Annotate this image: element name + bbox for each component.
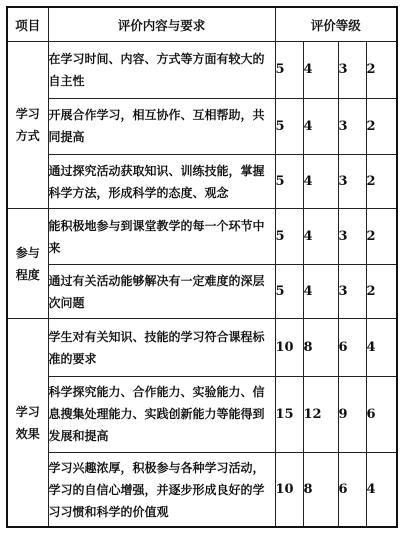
category-learning-style	[7, 42, 48, 209]
score-cell: 4	[303, 264, 338, 318]
score-cell: 2	[366, 209, 397, 264]
header-level: 评价等级	[275, 7, 397, 42]
score-cell: 10	[275, 453, 303, 527]
score-cell: 6	[338, 453, 366, 527]
category-learning-outcome	[7, 319, 48, 527]
score-cell: 9	[338, 376, 366, 452]
category-label: 学习 方式	[15, 107, 40, 144]
score-cell: 12	[303, 376, 338, 452]
header-content: 评价内容与要求	[48, 7, 275, 42]
criterion-text: 学习兴趣浓厚，积极参与各种学习活动，学习的自信心增强，并逐步形成良好的学习习惯和科学的价值观	[48, 453, 275, 527]
score-cell: 10	[275, 319, 303, 377]
table-row	[7, 264, 397, 318]
table-row	[7, 319, 397, 377]
score-cell: 3	[338, 98, 366, 154]
criterion-text: 开展合作学习，相互协作、互相帮助，共同提高	[48, 98, 275, 154]
score-cell: 15	[275, 376, 303, 452]
category-participation	[7, 209, 48, 319]
score-cell: 3	[338, 42, 366, 98]
score-cell: 4	[303, 154, 338, 208]
category-label: 参与 程度	[15, 245, 40, 282]
criterion-text: 能积极地参与到课堂教学的每一个环节中来	[48, 209, 275, 264]
table-row	[7, 376, 397, 452]
table-row	[7, 154, 397, 208]
score-cell: 3	[338, 209, 366, 264]
score-cell: 5	[275, 42, 303, 98]
score-cell: 6	[366, 376, 397, 452]
criterion-text: 通过有关活动能够解决有一定难度的深层次问题	[48, 264, 275, 318]
score-cell: 2	[366, 98, 397, 154]
criterion-text: 在学习时间、内容、方式等方面有较大的自主性	[48, 42, 275, 98]
score-cell: 5	[275, 154, 303, 208]
score-cell: 3	[338, 154, 366, 208]
score-cell: 6	[338, 319, 366, 377]
score-cell: 8	[303, 453, 338, 527]
score-cell: 4	[303, 42, 338, 98]
score-cell: 4	[303, 209, 338, 264]
score-cell: 5	[275, 209, 303, 264]
score-cell: 3	[338, 264, 366, 318]
header-item: 项目	[7, 7, 48, 42]
score-cell: 2	[366, 154, 397, 208]
evaluation-table	[6, 6, 398, 528]
criterion-text: 通过探究活动获取知识、训练技能，掌握科学方法，形成科学的态度、观念	[48, 154, 275, 208]
table-row	[7, 453, 397, 527]
table-row	[7, 209, 397, 264]
score-cell: 4	[366, 319, 397, 377]
score-cell: 4	[366, 453, 397, 527]
score-cell: 8	[303, 319, 338, 377]
table-row	[7, 42, 397, 98]
criterion-text: 科学探究能力、合作能力、实验能力、信息搜集处理能力、实践创新能力等能得到发展和提高	[48, 376, 275, 452]
criterion-text: 学生对有关知识、技能的学习符合课程标准的要求	[48, 319, 275, 377]
header-row	[7, 7, 397, 42]
score-cell: 5	[275, 264, 303, 318]
score-cell: 4	[303, 98, 338, 154]
category-label: 学习 效果	[15, 404, 40, 441]
score-cell: 2	[366, 42, 397, 98]
score-cell: 2	[366, 264, 397, 318]
table-row	[7, 98, 397, 154]
score-cell: 5	[275, 98, 303, 154]
